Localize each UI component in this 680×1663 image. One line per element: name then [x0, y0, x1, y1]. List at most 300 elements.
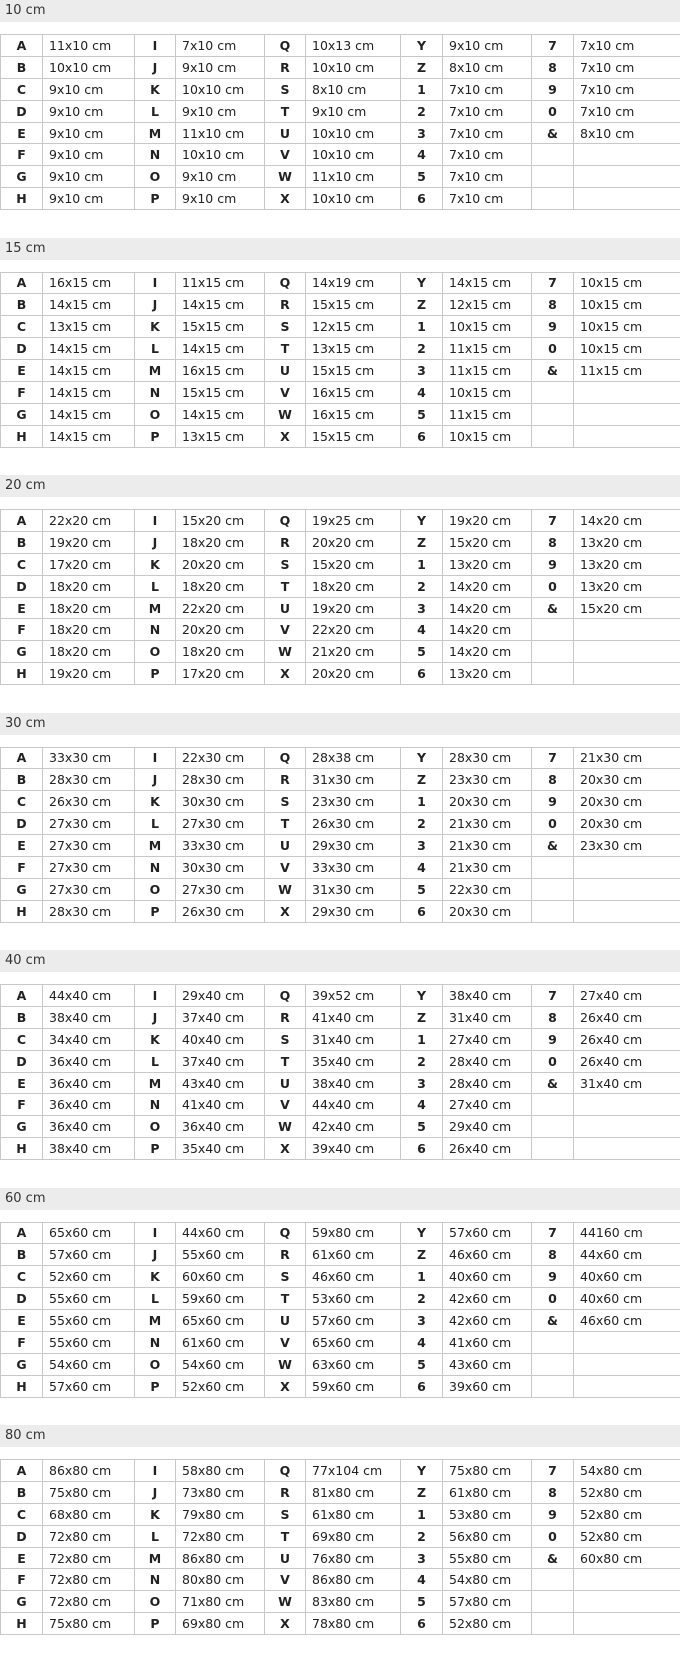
- character-cell: T: [265, 1525, 306, 1547]
- character-cell: I: [135, 35, 176, 57]
- character-cell: 0: [532, 1525, 574, 1547]
- character-cell: U: [265, 122, 306, 144]
- character-cell: 1: [401, 1028, 443, 1050]
- table-row: [1, 1244, 680, 1266]
- character-cell: 3: [401, 1310, 443, 1332]
- size-cell: 46x60 cm: [306, 1266, 401, 1288]
- size-cell: 28x40 cm: [443, 1050, 532, 1072]
- size-cell: 11x10 cm: [306, 166, 401, 188]
- character-cell: C: [1, 1503, 43, 1525]
- size-cell: [574, 878, 680, 900]
- character-cell: Z: [401, 1244, 443, 1266]
- size-cell: 14x15 cm: [176, 403, 265, 425]
- size-cell: 22x30 cm: [176, 747, 265, 769]
- character-cell: Z: [401, 294, 443, 316]
- size-cell: 13x20 cm: [574, 531, 680, 553]
- character-cell: Z: [401, 1481, 443, 1503]
- size-cell: 19x25 cm: [306, 510, 401, 532]
- size-cell: 14x15 cm: [43, 360, 135, 382]
- character-cell: [532, 1138, 574, 1160]
- size-cell: 11x15 cm: [574, 360, 680, 382]
- size-cell: 14x15 cm: [43, 294, 135, 316]
- character-cell: I: [135, 1222, 176, 1244]
- size-cell: 31x30 cm: [306, 769, 401, 791]
- character-cell: A: [1, 985, 43, 1007]
- size-cell: 7x10 cm: [574, 78, 680, 100]
- section-title: 20 cm: [0, 475, 680, 497]
- character-cell: R: [265, 769, 306, 791]
- size-cell: 18x20 cm: [176, 531, 265, 553]
- character-cell: W: [265, 166, 306, 188]
- character-cell: 9: [532, 78, 574, 100]
- size-cell: 15x20 cm: [443, 531, 532, 553]
- size-cell: 9x10 cm: [176, 166, 265, 188]
- character-cell: X: [265, 1138, 306, 1160]
- character-cell: 5: [401, 403, 443, 425]
- size-cell: [574, 1375, 680, 1397]
- character-cell: A: [1, 1460, 43, 1482]
- table-row: [1, 1503, 680, 1525]
- character-cell: 6: [401, 900, 443, 922]
- character-cell: Y: [401, 272, 443, 294]
- table-row: [1, 122, 680, 144]
- character-cell: N: [135, 1569, 176, 1591]
- size-cell: [574, 663, 680, 685]
- size-cell: 27x30 cm: [43, 856, 135, 878]
- size-cell: 16x15 cm: [176, 360, 265, 382]
- size-cell: 33x30 cm: [176, 835, 265, 857]
- character-cell: F: [1, 619, 43, 641]
- size-cell: 30x30 cm: [176, 856, 265, 878]
- size-cell: 9x10 cm: [43, 188, 135, 210]
- size-cell: 86x80 cm: [176, 1547, 265, 1569]
- size-cell: 86x80 cm: [43, 1460, 135, 1482]
- size-cell: [574, 1613, 680, 1635]
- size-cell: 7x10 cm: [443, 188, 532, 210]
- character-cell: H: [1, 425, 43, 447]
- character-cell: 7: [532, 747, 574, 769]
- size-cell: 54x60 cm: [43, 1353, 135, 1375]
- size-cell: 21x20 cm: [306, 641, 401, 663]
- character-cell: H: [1, 663, 43, 685]
- character-cell: C: [1, 1266, 43, 1288]
- character-cell: G: [1, 1116, 43, 1138]
- size-cell: 15x20 cm: [176, 510, 265, 532]
- character-cell: [532, 663, 574, 685]
- size-cell: 54x60 cm: [176, 1353, 265, 1375]
- size-cell: 20x20 cm: [176, 619, 265, 641]
- size-cell: 72x80 cm: [43, 1591, 135, 1613]
- size-cell: 59x60 cm: [306, 1375, 401, 1397]
- character-cell: G: [1, 878, 43, 900]
- character-cell: U: [265, 597, 306, 619]
- character-cell: &: [532, 597, 574, 619]
- character-cell: 8: [532, 294, 574, 316]
- size-cell: 16x15 cm: [43, 272, 135, 294]
- size-cell: 60x80 cm: [574, 1547, 680, 1569]
- character-cell: F: [1, 381, 43, 403]
- size-cell: 18x20 cm: [176, 641, 265, 663]
- size-cell: 22x30 cm: [443, 878, 532, 900]
- table-row: [1, 403, 680, 425]
- character-cell: C: [1, 78, 43, 100]
- character-cell: U: [265, 360, 306, 382]
- character-cell: 9: [532, 1503, 574, 1525]
- size-cell: 52x60 cm: [176, 1375, 265, 1397]
- size-cell: 40x60 cm: [574, 1288, 680, 1310]
- character-cell: X: [265, 663, 306, 685]
- size-cell: [574, 1569, 680, 1591]
- character-cell: 4: [401, 1331, 443, 1353]
- size-cell: 86x80 cm: [306, 1569, 401, 1591]
- character-cell: 4: [401, 1094, 443, 1116]
- size-cell: 44160 cm: [574, 1222, 680, 1244]
- character-cell: &: [532, 1547, 574, 1569]
- size-cell: 26x30 cm: [176, 900, 265, 922]
- character-cell: 1: [401, 1266, 443, 1288]
- table-row: [1, 1138, 680, 1160]
- size-cell: 19x20 cm: [443, 510, 532, 532]
- character-cell: B: [1, 1481, 43, 1503]
- size-cell: 9x10 cm: [176, 100, 265, 122]
- section-title: 60 cm: [0, 1188, 680, 1210]
- character-cell: 1: [401, 1503, 443, 1525]
- character-cell: &: [532, 1310, 574, 1332]
- character-cell: 9: [532, 316, 574, 338]
- size-cell: 58x80 cm: [176, 1460, 265, 1482]
- size-cell: 15x15 cm: [176, 316, 265, 338]
- size-cell: 35x40 cm: [306, 1050, 401, 1072]
- character-cell: F: [1, 1569, 43, 1591]
- character-cell: [532, 1353, 574, 1375]
- size-cell: 15x15 cm: [306, 425, 401, 447]
- size-cell: 14x15 cm: [176, 338, 265, 360]
- size-cell: 57x60 cm: [443, 1222, 532, 1244]
- character-cell: R: [265, 1006, 306, 1028]
- size-cell: 18x20 cm: [43, 597, 135, 619]
- size-cell: 65x60 cm: [176, 1310, 265, 1332]
- size-cell: 41x40 cm: [176, 1094, 265, 1116]
- character-cell: 1: [401, 78, 443, 100]
- character-cell: 0: [532, 1288, 574, 1310]
- size-cell: 10x10 cm: [306, 56, 401, 78]
- size-cell: 10x15 cm: [574, 316, 680, 338]
- size-cell: 13x20 cm: [574, 553, 680, 575]
- size-cell: 10x13 cm: [306, 35, 401, 57]
- character-cell: J: [135, 1006, 176, 1028]
- size-cell: 36x40 cm: [43, 1050, 135, 1072]
- character-cell: Z: [401, 56, 443, 78]
- character-cell: N: [135, 856, 176, 878]
- size-cell: 55x60 cm: [43, 1310, 135, 1332]
- table-row: [1, 791, 680, 813]
- character-cell: 9: [532, 1266, 574, 1288]
- size-cell: 15x20 cm: [574, 597, 680, 619]
- character-cell: G: [1, 1591, 43, 1613]
- size-cell: 55x80 cm: [443, 1547, 532, 1569]
- character-cell: S: [265, 316, 306, 338]
- size-cell: 10x15 cm: [574, 294, 680, 316]
- size-cell: 23x30 cm: [306, 791, 401, 813]
- size-cell: [574, 641, 680, 663]
- table-row: [1, 878, 680, 900]
- size-table: [0, 747, 680, 923]
- character-cell: Q: [265, 510, 306, 532]
- character-cell: 4: [401, 856, 443, 878]
- size-cell: 15x20 cm: [306, 553, 401, 575]
- size-cell: 35x40 cm: [176, 1138, 265, 1160]
- character-cell: 4: [401, 1569, 443, 1591]
- size-cell: 57x80 cm: [443, 1591, 532, 1613]
- character-cell: B: [1, 56, 43, 78]
- character-cell: 2: [401, 813, 443, 835]
- character-cell: 7: [532, 1222, 574, 1244]
- character-cell: &: [532, 1072, 574, 1094]
- character-cell: 5: [401, 1116, 443, 1138]
- section-title: 40 cm: [0, 950, 680, 972]
- size-cell: 37x40 cm: [176, 1006, 265, 1028]
- character-cell: [532, 403, 574, 425]
- character-cell: H: [1, 900, 43, 922]
- size-cell: [574, 403, 680, 425]
- character-cell: P: [135, 425, 176, 447]
- character-cell: J: [135, 294, 176, 316]
- character-cell: L: [135, 575, 176, 597]
- character-cell: Y: [401, 747, 443, 769]
- table-row: [1, 1310, 680, 1332]
- table-row: [1, 747, 680, 769]
- character-cell: 6: [401, 1375, 443, 1397]
- size-cell: 7x10 cm: [574, 100, 680, 122]
- size-cell: 14x15 cm: [443, 272, 532, 294]
- size-cell: 10x10 cm: [43, 56, 135, 78]
- character-cell: R: [265, 56, 306, 78]
- size-cell: 72x80 cm: [43, 1547, 135, 1569]
- character-cell: C: [1, 1028, 43, 1050]
- character-cell: N: [135, 619, 176, 641]
- character-cell: D: [1, 813, 43, 835]
- size-cell: 26x40 cm: [574, 1028, 680, 1050]
- size-cell: 53x80 cm: [443, 1503, 532, 1525]
- size-cell: [574, 619, 680, 641]
- size-cell: 10x10 cm: [306, 122, 401, 144]
- character-cell: E: [1, 1072, 43, 1094]
- size-cell: 61x80 cm: [306, 1503, 401, 1525]
- size-cell: 17x20 cm: [43, 553, 135, 575]
- size-cell: 13x20 cm: [443, 663, 532, 685]
- character-cell: P: [135, 1613, 176, 1635]
- size-cell: [574, 1591, 680, 1613]
- character-cell: D: [1, 1050, 43, 1072]
- character-cell: 2: [401, 1050, 443, 1072]
- size-cell: 10x15 cm: [443, 381, 532, 403]
- size-cell: 28x38 cm: [306, 747, 401, 769]
- size-cell: 9x10 cm: [443, 35, 532, 57]
- character-cell: S: [265, 791, 306, 813]
- character-cell: M: [135, 122, 176, 144]
- size-cell: 31x30 cm: [306, 878, 401, 900]
- character-cell: [532, 1591, 574, 1613]
- character-cell: 4: [401, 381, 443, 403]
- character-cell: O: [135, 403, 176, 425]
- size-cell: 55x60 cm: [43, 1288, 135, 1310]
- character-cell: 4: [401, 144, 443, 166]
- size-cell: 22x20 cm: [43, 510, 135, 532]
- table-row: [1, 1525, 680, 1547]
- character-cell: E: [1, 835, 43, 857]
- table-row: [1, 1050, 680, 1072]
- section-title: 30 cm: [0, 713, 680, 735]
- size-cell: 80x80 cm: [176, 1569, 265, 1591]
- section-title: 10 cm: [0, 0, 680, 22]
- character-cell: 6: [401, 425, 443, 447]
- character-cell: K: [135, 316, 176, 338]
- character-cell: 7: [532, 1460, 574, 1482]
- size-cell: 81x80 cm: [306, 1481, 401, 1503]
- size-cell: 11x15 cm: [443, 403, 532, 425]
- size-table: [0, 1459, 680, 1635]
- size-cell: 7x10 cm: [176, 35, 265, 57]
- character-cell: B: [1, 1006, 43, 1028]
- character-cell: I: [135, 747, 176, 769]
- size-cell: 26x40 cm: [574, 1050, 680, 1072]
- character-cell: C: [1, 316, 43, 338]
- character-cell: 7: [532, 510, 574, 532]
- size-cell: 14x20 cm: [443, 619, 532, 641]
- character-cell: O: [135, 878, 176, 900]
- size-cell: [574, 381, 680, 403]
- size-cell: 8x10 cm: [443, 56, 532, 78]
- size-cell: 14x20 cm: [574, 510, 680, 532]
- character-cell: V: [265, 856, 306, 878]
- size-cell: 13x15 cm: [43, 316, 135, 338]
- size-cell: 9x10 cm: [43, 78, 135, 100]
- character-cell: 8: [532, 531, 574, 553]
- size-cell: 11x15 cm: [176, 272, 265, 294]
- table-row: [1, 597, 680, 619]
- character-cell: V: [265, 1331, 306, 1353]
- character-cell: 8: [532, 1481, 574, 1503]
- size-cell: 18x20 cm: [43, 619, 135, 641]
- table-row: [1, 1569, 680, 1591]
- character-cell: K: [135, 1266, 176, 1288]
- character-cell: O: [135, 641, 176, 663]
- character-cell: F: [1, 1094, 43, 1116]
- size-cell: 27x40 cm: [443, 1028, 532, 1050]
- size-cell: [574, 900, 680, 922]
- character-cell: 2: [401, 338, 443, 360]
- size-cell: 9x10 cm: [43, 100, 135, 122]
- character-cell: S: [265, 1028, 306, 1050]
- character-cell: 0: [532, 338, 574, 360]
- table-row: [1, 56, 680, 78]
- table-row: [1, 769, 680, 791]
- character-cell: B: [1, 769, 43, 791]
- size-cell: 20x20 cm: [176, 553, 265, 575]
- character-cell: K: [135, 1503, 176, 1525]
- character-cell: M: [135, 835, 176, 857]
- character-cell: P: [135, 663, 176, 685]
- table-row: [1, 1481, 680, 1503]
- character-cell: Y: [401, 35, 443, 57]
- character-cell: L: [135, 1288, 176, 1310]
- size-cell: 65x60 cm: [306, 1331, 401, 1353]
- character-cell: L: [135, 1050, 176, 1072]
- character-cell: [532, 856, 574, 878]
- character-cell: H: [1, 188, 43, 210]
- character-cell: 0: [532, 813, 574, 835]
- size-cell: 7x10 cm: [443, 166, 532, 188]
- size-cell: 72x80 cm: [43, 1525, 135, 1547]
- size-cell: 69x80 cm: [306, 1525, 401, 1547]
- size-cell: 42x40 cm: [306, 1116, 401, 1138]
- character-cell: E: [1, 1547, 43, 1569]
- size-cell: [574, 166, 680, 188]
- character-cell: [532, 878, 574, 900]
- table-row: [1, 575, 680, 597]
- character-cell: L: [135, 100, 176, 122]
- size-table: [0, 34, 680, 210]
- character-cell: 1: [401, 791, 443, 813]
- character-cell: 9: [532, 1028, 574, 1050]
- size-cell: 18x20 cm: [176, 575, 265, 597]
- size-section-2: [0, 475, 680, 713]
- character-cell: U: [265, 1072, 306, 1094]
- character-cell: [532, 1613, 574, 1635]
- size-cell: 28x40 cm: [443, 1072, 532, 1094]
- character-cell: O: [135, 1353, 176, 1375]
- size-cell: 46x60 cm: [574, 1310, 680, 1332]
- character-cell: X: [265, 188, 306, 210]
- character-cell: 6: [401, 663, 443, 685]
- table-row: [1, 531, 680, 553]
- size-cell: 16x15 cm: [306, 381, 401, 403]
- character-cell: D: [1, 100, 43, 122]
- size-cell: 11x15 cm: [443, 360, 532, 382]
- size-cell: 19x20 cm: [306, 597, 401, 619]
- character-cell: V: [265, 381, 306, 403]
- character-cell: U: [265, 1310, 306, 1332]
- character-cell: 8: [532, 1006, 574, 1028]
- character-cell: &: [532, 360, 574, 382]
- character-cell: Y: [401, 1222, 443, 1244]
- table-row: [1, 1028, 680, 1050]
- size-cell: 40x60 cm: [574, 1266, 680, 1288]
- size-cell: 53x60 cm: [306, 1288, 401, 1310]
- character-cell: 0: [532, 575, 574, 597]
- character-cell: X: [265, 425, 306, 447]
- character-cell: 4: [401, 619, 443, 641]
- size-section-6: [0, 1425, 680, 1663]
- character-cell: N: [135, 1094, 176, 1116]
- size-cell: 26x40 cm: [443, 1138, 532, 1160]
- table-row: [1, 1094, 680, 1116]
- table-row: [1, 1266, 680, 1288]
- character-cell: L: [135, 338, 176, 360]
- character-cell: 7: [532, 272, 574, 294]
- character-cell: [532, 144, 574, 166]
- size-cell: 43x40 cm: [176, 1072, 265, 1094]
- character-cell: 5: [401, 641, 443, 663]
- size-cell: 7x10 cm: [574, 35, 680, 57]
- character-cell: V: [265, 1569, 306, 1591]
- table-row: [1, 510, 680, 532]
- character-cell: Z: [401, 531, 443, 553]
- character-cell: B: [1, 1244, 43, 1266]
- character-cell: 0: [532, 1050, 574, 1072]
- size-cell: 44x60 cm: [176, 1222, 265, 1244]
- size-cell: 63x60 cm: [306, 1353, 401, 1375]
